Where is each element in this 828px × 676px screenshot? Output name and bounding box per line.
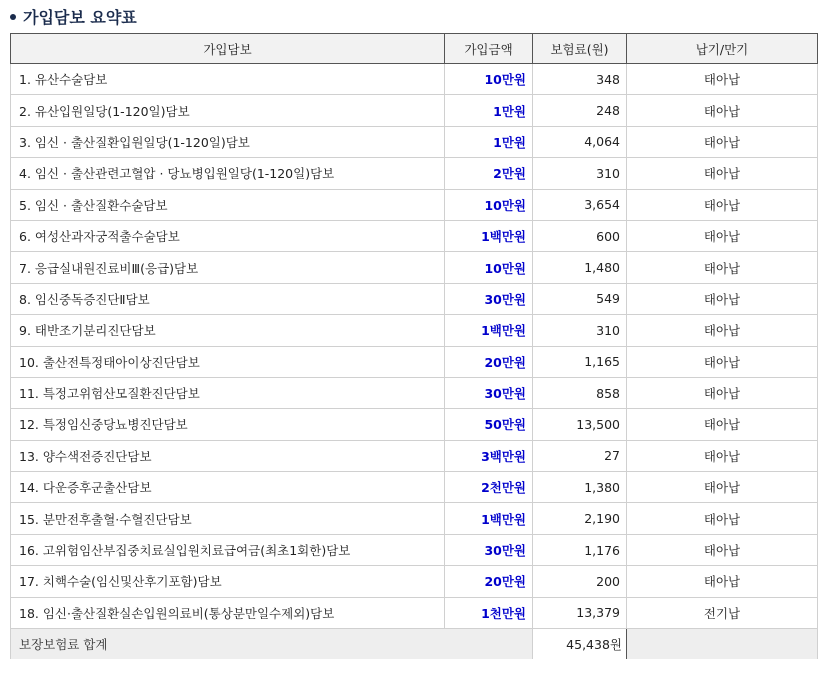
coverage-premium: 348 (533, 64, 627, 95)
table-row (11, 189, 818, 220)
coverage-premium: 27 (533, 440, 627, 471)
coverage-amount: 30만원 (445, 534, 533, 565)
header-amount: 가입금액 (445, 34, 533, 64)
coverage-payment: 태아납 (627, 534, 818, 565)
coverage-payment: 태아납 (627, 64, 818, 95)
coverage-name: 18. 임신·출산질환실손입원의료비(통상분만일수제외)담보 (11, 597, 445, 628)
coverage-amount: 20만원 (445, 346, 533, 377)
coverage-name: 9. 태반조기분리진단담보 (11, 315, 445, 346)
coverage-summary-table (10, 33, 818, 659)
coverage-amount: 1백만원 (445, 220, 533, 251)
coverage-name: 1. 유산수술담보 (11, 64, 445, 95)
coverage-premium: 1,165 (533, 346, 627, 377)
coverage-premium: 310 (533, 158, 627, 189)
coverage-amount: 3백만원 (445, 440, 533, 471)
coverage-name: 4. 임신 · 출산관련고혈압 · 당뇨병입원일당(1-120일)담보 (11, 158, 445, 189)
coverage-name: 12. 특정임신중당뇨병진단담보 (11, 409, 445, 440)
coverage-payment: 태아납 (627, 377, 818, 408)
coverage-payment: 태아납 (627, 315, 818, 346)
section-title (10, 5, 137, 31)
table-row (11, 346, 818, 377)
coverage-amount: 1백만원 (445, 315, 533, 346)
coverage-name: 10. 출산전특정태아이상진단담보 (11, 346, 445, 377)
coverage-payment: 전기납 (627, 597, 818, 628)
coverage-premium: 1,380 (533, 472, 627, 503)
coverage-premium: 200 (533, 566, 627, 597)
coverage-amount: 1만원 (445, 126, 533, 157)
coverage-payment: 태아납 (627, 158, 818, 189)
coverage-amount: 10만원 (445, 189, 533, 220)
coverage-premium: 310 (533, 315, 627, 346)
table-row (11, 503, 818, 534)
coverage-premium: 858 (533, 377, 627, 408)
table-row (11, 95, 818, 126)
coverage-name: 14. 다운증후군출산담보 (11, 472, 445, 503)
bullet-icon (10, 14, 16, 20)
coverage-premium: 13,500 (533, 409, 627, 440)
coverage-premium: 549 (533, 283, 627, 314)
table-row (11, 472, 818, 503)
coverage-amount: 30만원 (445, 377, 533, 408)
table-row (11, 566, 818, 597)
coverage-payment: 태아납 (627, 503, 818, 534)
table-row (11, 597, 818, 628)
coverage-name: 3. 임신 · 출산질환입원일당(1-120일)담보 (11, 126, 445, 157)
coverage-payment: 태아납 (627, 95, 818, 126)
coverage-amount: 1백만원 (445, 503, 533, 534)
table-row (11, 440, 818, 471)
coverage-name: 6. 여성산과자궁적출수술담보 (11, 220, 445, 251)
coverage-amount: 2천만원 (445, 472, 533, 503)
table-header-row (11, 34, 818, 64)
coverage-name: 15. 분만전후출혈·수혈진단담보 (11, 503, 445, 534)
coverage-amount: 10만원 (445, 64, 533, 95)
table-row (11, 64, 818, 95)
coverage-premium: 1,176 (533, 534, 627, 565)
section-title-text: 가입담보 요약표 (23, 8, 137, 27)
coverage-payment: 태아납 (627, 566, 818, 597)
coverage-amount: 1만원 (445, 95, 533, 126)
coverage-name: 13. 양수색전증진단담보 (11, 440, 445, 471)
coverage-amount: 30만원 (445, 283, 533, 314)
table-row (11, 220, 818, 251)
coverage-name: 17. 치핵수술(임신및산후기포함)담보 (11, 566, 445, 597)
table-row (11, 252, 818, 283)
coverage-payment: 태아납 (627, 220, 818, 251)
table-row (11, 158, 818, 189)
coverage-payment: 태아납 (627, 409, 818, 440)
coverage-amount: 1천만원 (445, 597, 533, 628)
coverage-payment: 태아납 (627, 472, 818, 503)
coverage-amount: 10만원 (445, 252, 533, 283)
coverage-name: 7. 응급실내원진료비Ⅲ(응급)담보 (11, 252, 445, 283)
total-label: 보장보험료 합계 (11, 629, 533, 660)
coverage-payment: 태아납 (627, 440, 818, 471)
header-payment: 납기/만기 (627, 34, 818, 64)
coverage-payment: 태아납 (627, 283, 818, 314)
table-body (11, 64, 818, 660)
coverage-name: 2. 유산입원일당(1-120일)담보 (11, 95, 445, 126)
coverage-premium: 600 (533, 220, 627, 251)
coverage-payment: 태아납 (627, 252, 818, 283)
coverage-premium: 13,379 (533, 597, 627, 628)
coverage-payment: 태아납 (627, 189, 818, 220)
coverage-name: 11. 특정고위험산모질환진단담보 (11, 377, 445, 408)
header-premium: 보험료(원) (533, 34, 627, 64)
total-empty-cell (627, 629, 818, 660)
total-row (11, 629, 818, 660)
header-coverage: 가입담보 (11, 34, 445, 64)
coverage-name: 16. 고위험임산부집중치료실입원치료급여금(최초1회한)담보 (11, 534, 445, 565)
table-row (11, 409, 818, 440)
coverage-amount: 2만원 (445, 158, 533, 189)
coverage-payment: 태아납 (627, 126, 818, 157)
coverage-name: 5. 임신 · 출산질환수술담보 (11, 189, 445, 220)
coverage-payment: 태아납 (627, 346, 818, 377)
coverage-premium: 3,654 (533, 189, 627, 220)
table-row (11, 534, 818, 565)
coverage-premium: 1,480 (533, 252, 627, 283)
coverage-premium: 2,190 (533, 503, 627, 534)
table-row (11, 126, 818, 157)
coverage-amount: 20만원 (445, 566, 533, 597)
table-row (11, 315, 818, 346)
table-row (11, 377, 818, 408)
table-row (11, 283, 818, 314)
coverage-name: 8. 임신중독증진단Ⅱ담보 (11, 283, 445, 314)
coverage-amount: 50만원 (445, 409, 533, 440)
coverage-premium: 248 (533, 95, 627, 126)
coverage-premium: 4,064 (533, 126, 627, 157)
total-premium: 45,438원 (533, 629, 627, 660)
